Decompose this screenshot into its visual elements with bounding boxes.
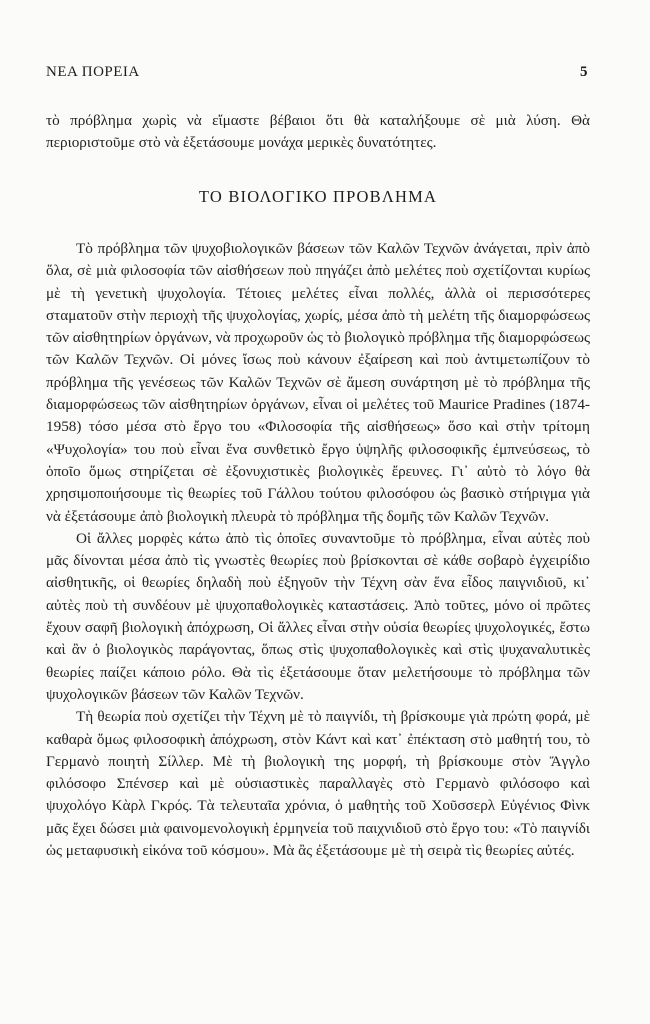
section-body [46,238,590,862]
paragraph: Τὴ θεωρία ποὺ σχετίζει τὴν Τέχνη μὲ τὸ παιγνίδι, τὴ βρίσκουμε γιὰ πρώτη φορά, μὲ καθαρὰ ὅμως φιλοσοφικὴ ἀπόχρωση, στὸν Κάντ καὶ κατ᾿ ἐπέκταση στὸ μαθητή του, τὸ Γερμανὸ ποιητὴ Σίλλερ. Μὲ τὴ βιολογικὴ της μορφή, τὴ βρίσκουμε στὸν Ἄγγλο φιλόσοφο Σπένσερ καὶ μὲ οὐσιαστικὲς παραλλαγὲς στὸ Γερμανὸ φιλόσοφο καὶ ψυχολόγο Κὰρλ Γκρός. Τὰ τελευταῖα χρόνια, ὁ μαθητὴς τοῦ Χοῦσσερλ Εὐγένιος Φὶνκ μᾶς ἔχει δώσει μιὰ φαινομενολογικὴ ἑρμηνεία τοῦ παιχνιδιοῦ στὸ ἔργο του: «Τὸ παιγνίδι ὡς μεταφυσικὴ εἰκόνα τοῦ κόσμου». Μὰ ἂς ἐξετάσουμε μὲ τὴ σειρὰ τὶς θεωρίες αὐτές. [46,708,590,860]
running-header [46,64,588,86]
journal-title: ΝΕΑ ΠΟΡΕΙΑ [46,64,140,80]
intro-text [46,110,590,155]
paragraph: Τὸ πρόβλημα τῶν ψυχοβιολογικῶν βάσεων τῶν Καλῶν Τεχνῶν ἀνάγεται, πρὶν ἀπὸ ὅλα, σὲ μιὰ φιλοσοφία τῶν αἰσθήσεων ποὺ πηγάζει ἀπὸ μελέτες ποὺ σχετίζονται κυρίως μὲ τὴ γενετικὴ ψυχολογία. Τέτοιες μελέτες εἶναι πολλές, ἀλλὰ οἱ περισσότερες σταματοῦν στὴν περιοχὴ τῆς ψυχολογίας, χωρίς, μέσα ἀπὸ τὴ μελέτη τῆς διαμορφώσεως τῶν αἰσθητηρίων ὀργάνων, νὰ προχωροῦν ὡς τὸ βιολογικὸ πρόβλημα τῆς διαμορφώσεως τῶν Καλῶν Τεχνῶν. Οἱ μόνες ἴσως ποὺ κάνουν ἐξαίρεση καὶ ποὺ ἀντιμετωπίζουν τὸ πρόβλημα τῆς γενέσεως τῶν Καλῶν Τεχνῶν σὲ ἄμεση συνάρτηση μὲ τὸ πρόβλημα τῆς διαμορφώσεως τῶν αἰσθητηρίων ὀργάνων, εἶναι οἱ μελέτες τοῦ Maurice Pradines (1874-1958) τόσο μέσα στὸ ἔργο του «Φιλοσοφία τῆς αἰσθήσεως» ὅσο καὶ στὴν τρίτομη «Ψυχολογία» του ποὺ εἶναι ἕνα συνθετικὸ ἔργο ὑψηλῆς φιλοσοφικῆς ἐμπνεύσεως, τὸ ὁποῖο ὅμως στηρίζεται σὲ ἐξονυχιστικὲς βιολογικὲς ἔρευνες. Γι᾿ αὐτὸ τὸ λόγο θὰ χρησιμοποιήσουμε τὶς θεωρίες τοῦ Γάλλου τούτου φιλοσόφου ὡς βασικὸ στήριγμα γιὰ νὰ ἐξετάσουμε ἀπὸ βιολογικὴ πλευρὰ τὸ πρόβλημα τῆς δομῆς τῶν Καλῶν Τεχνῶν. [46,240,590,525]
paragraph: Οἱ ἄλλες μορφὲς κάτω ἀπὸ τὶς ὁποῖες συναντοῦμε τὸ πρόβλημα, εἶναι αὐτὲς ποὺ μᾶς δίνονται μέσα ἀπὸ τὶς γνωστὲς θεωρίες ποὺ βρίσκονται σὲ κάθε σοβαρὸ ἐγχειρίδιο αἰσθητικῆς, οἱ θεωρίες δηλαδὴ ποὺ ἐξηγοῦν τὴν Τέχνη σὰν ἕνα εἶδος παιγνιδιοῦ, κι᾿ αὐτὲς ποὺ τὴ συνδέουν μὲ ψυχοπαθολογικὲς καταστάσεις. Ἀπὸ τοῦτες, μόνο οἱ πρῶτες ἔχουν σαφῆ βιολογικὴ ἀπόχρωση, Οἱ ἄλλες εἶναι στὴν οὐσία θεωρίες ψυχολογικές, ἔστω καὶ ἂν ὁ βιολογικὸς παράγοντας, ὅπως στὶς ψυχοπαθολογικὲς καὶ στὶς ψυχαναλυτικὲς θεωρίες παίζει κάποιο ρόλο. Θὰ τὶς ἐξετάσουμε ὅταν μελετήσουμε τὸ πρόβλημα τῶν ψυχολογικῶν βάσεων τῶν Καλῶν Τεχνῶν. [46,529,590,703]
section-heading: ΤΟ ΒΙΟΛΟΓΙΚΟ ΠΡΟΒΛΗΜΑ [198,187,438,206]
paragraph: τὸ πρόβλημα χωρὶς νὰ εἴμαστε βέβαιοι ὅτι θὰ καταλήξουμε σὲ μιὰ λύση. Θὰ περιοριστοῦμε στὸ νὰ ἐξετάσουμε μονάχα μερικὲς δυνατότητες. [46,112,590,152]
page-number: 5 [580,64,588,80]
